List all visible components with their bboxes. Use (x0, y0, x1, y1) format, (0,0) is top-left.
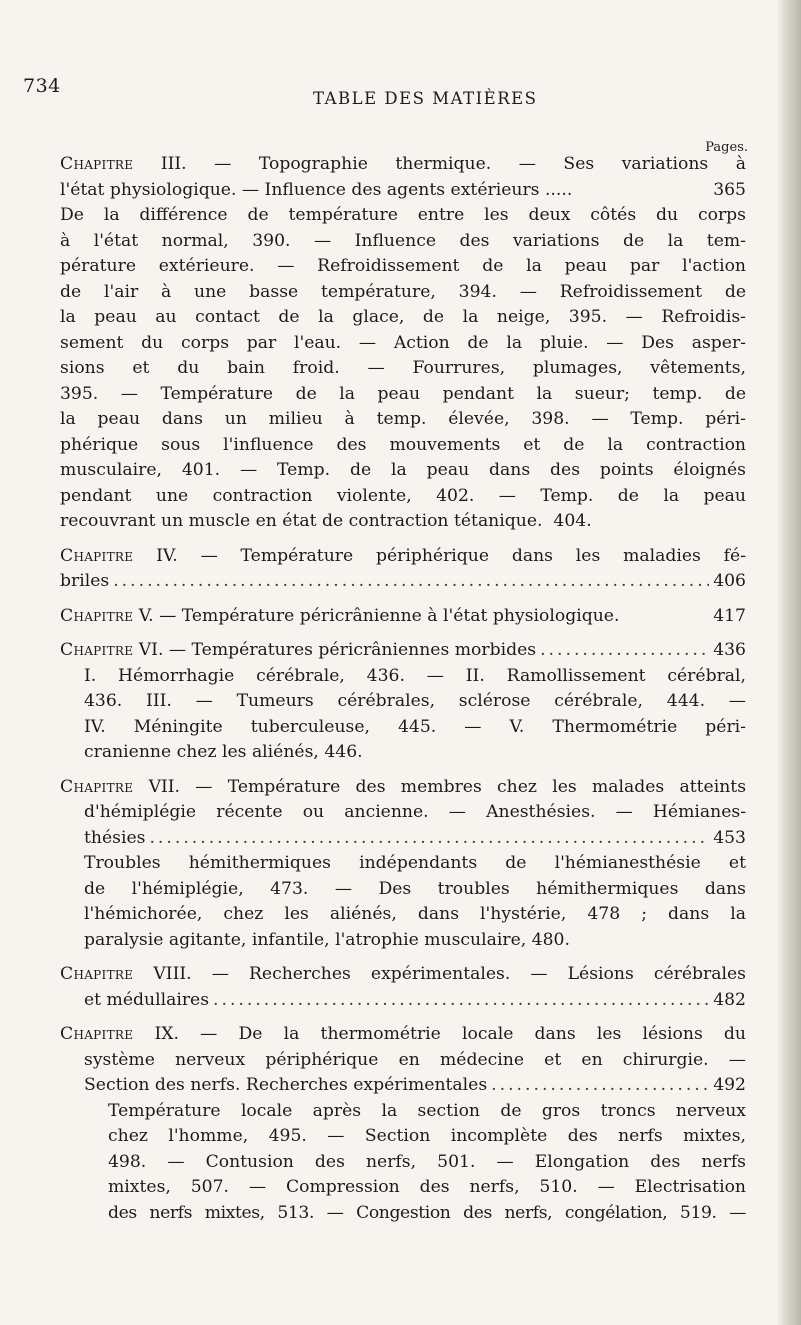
toc-entry-chapter-6 (60, 638, 746, 766)
toc-line: Troubles hémithermiques indépendants de l'hémianesthésie et (84, 853, 746, 873)
toc-line: Chapitre VI. — Températures péricrâniennes morbides ..... 436 (60, 638, 746, 664)
page-ref: 482 (713, 989, 746, 1010)
toc-line: musculaire, 401. — Temp. de la peau dans des points éloignés (60, 460, 746, 480)
toc-entry-chapter-7 (60, 775, 746, 954)
toc-line: thésies ..... 453 (60, 826, 746, 852)
toc-line: IV. Méningite tuberculeuse, 445. — V. Thermométrie péri- (84, 716, 746, 737)
page-number: 734 (23, 75, 61, 97)
chapter-label: Chapitre (60, 776, 134, 797)
pages-column-label: Pages. (705, 140, 748, 155)
toc-line: briles ..... 406 (60, 569, 746, 595)
leader-dots (540, 638, 709, 664)
toc-line: cranienne chez les aliénés, 446. (84, 742, 363, 762)
toc-line: Chapitre VII. — Température des membres chez les malades atteints (60, 776, 747, 797)
toc-line: pérature extérieure. — Refroidissement de la peau par l'action (60, 256, 746, 276)
toc-entry-chapter-4 (60, 544, 746, 595)
toc-entry-chapter-8 (60, 962, 746, 1013)
toc-entry-chapter-5 (60, 604, 746, 630)
toc-line: l'hémichorée, chez les aliénés, dans l'hystérie, 478 ; dans la (84, 904, 746, 924)
page-ref: 406 (713, 571, 746, 591)
toc-line: Chapitre III. — Topographie thermique. — Ses variations à (60, 154, 747, 174)
page-ref: 365 (713, 179, 746, 200)
toc-line: recouvrant un muscle en état de contraction tétanique. 404. (60, 511, 592, 531)
toc-line: 436. III. — Tumeurs cérébrales, sclérose cérébrale, 444. — (84, 691, 746, 711)
toc-line: Chapitre VIII. — Recherches expérimentales. — Lésions cérébrales (60, 964, 746, 984)
table-of-contents (60, 152, 746, 1235)
toc-line: 395. — Température de la peau pendant la sueur; temp. de (60, 383, 746, 404)
toc-line: De la différence de température entre les deux côtés du corps (60, 205, 746, 225)
toc-line: l'état physiologique. — Influence des agents extérieurs ..... 365 (60, 178, 746, 204)
toc-line: phérique sous l'influence des mouvements et de la contraction (60, 434, 746, 455)
toc-line: chez l'homme, 495. — Section incomplète des nerfs mixtes, (108, 1126, 746, 1146)
page-ref: 436 (713, 640, 746, 660)
leader-dots (213, 988, 709, 1014)
toc-line: paralysie agitante, infantile, l'atrophie musculaire, 480. (84, 929, 570, 950)
running-title: TABLE DES MATIÈRES (313, 89, 538, 108)
chapter-label: Chapitre (60, 605, 134, 626)
toc-line: des nerfs mixtes, 513. — Congestion des nerfs, congélation, 519. — (108, 1202, 746, 1223)
toc-line: de l'hémiplégie, 473. — Des troubles hémithermiques dans (84, 878, 746, 899)
toc-line: Chapitre IV. — Température périphérique dans les maladies fé- (60, 545, 746, 566)
toc-line: la peau au contact de la glace, de la neige, 395. — Refroidis- (60, 307, 746, 327)
toc-line: système nerveux périphérique en médecine et en chirurgie. — (84, 1049, 746, 1070)
toc-line: la peau dans un milieu à temp. élevée, 398. — Temp. péri- (60, 409, 746, 429)
toc-line: de l'air à une basse température, 394. — Refroidissement de (60, 281, 746, 302)
page-binding-edge (777, 0, 801, 1325)
toc-line: 498. — Contusion des nerfs, 501. — Elongation des nerfs (108, 1151, 746, 1172)
chapter-label: Chapitre (60, 964, 134, 984)
page-ref: 417 (713, 605, 746, 626)
toc-line: Section des nerfs. Recherches expérimentales ..... 492 (60, 1073, 746, 1099)
toc-line: sement du corps par l'eau. — Action de la pluie. — Des asper- (60, 332, 746, 353)
toc-entry-chapter-3 (60, 152, 746, 535)
toc-line: I. Hémorrhagie cérébrale, 436. — II. Ramollissement cérébral, (84, 665, 746, 686)
leader-dots (491, 1073, 709, 1099)
toc-line: à l'état normal, 390. — Influence des variations de la tem- (60, 230, 746, 251)
toc-line: d'hémiplégie récente ou ancienne. — Anesthésies. — Hémianes- (84, 802, 746, 822)
toc-line: Température locale après la section de gros troncs nerveux (108, 1100, 746, 1121)
chapter-label: Chapitre (60, 545, 134, 566)
toc-line: Chapitre V. — Température péricrânienne à l'état physiologique. 417 (60, 604, 746, 630)
toc-line: et médullaires ..... 482 (60, 988, 746, 1014)
leader-dots (149, 826, 709, 852)
toc-line: sions et du bain froid. — Fourrures, plumages, vêtements, (60, 358, 746, 378)
chapter-label: Chapitre (60, 154, 134, 174)
toc-line: pendant une contraction violente, 402. — Temp. de la peau (60, 485, 746, 506)
leader-dots (113, 569, 709, 595)
page-ref: 453 (713, 827, 746, 848)
chapter-label: Chapitre (60, 640, 134, 660)
toc-entry-chapter-9 (60, 1022, 746, 1226)
chapter-label: Chapitre (60, 1024, 134, 1044)
toc-line: mixtes, 507. — Compression des nerfs, 510. — Electrisation (108, 1177, 746, 1197)
page-ref: 492 (713, 1075, 746, 1095)
toc-line: Chapitre IX. — De la thermométrie locale dans les lésions du (60, 1024, 747, 1044)
